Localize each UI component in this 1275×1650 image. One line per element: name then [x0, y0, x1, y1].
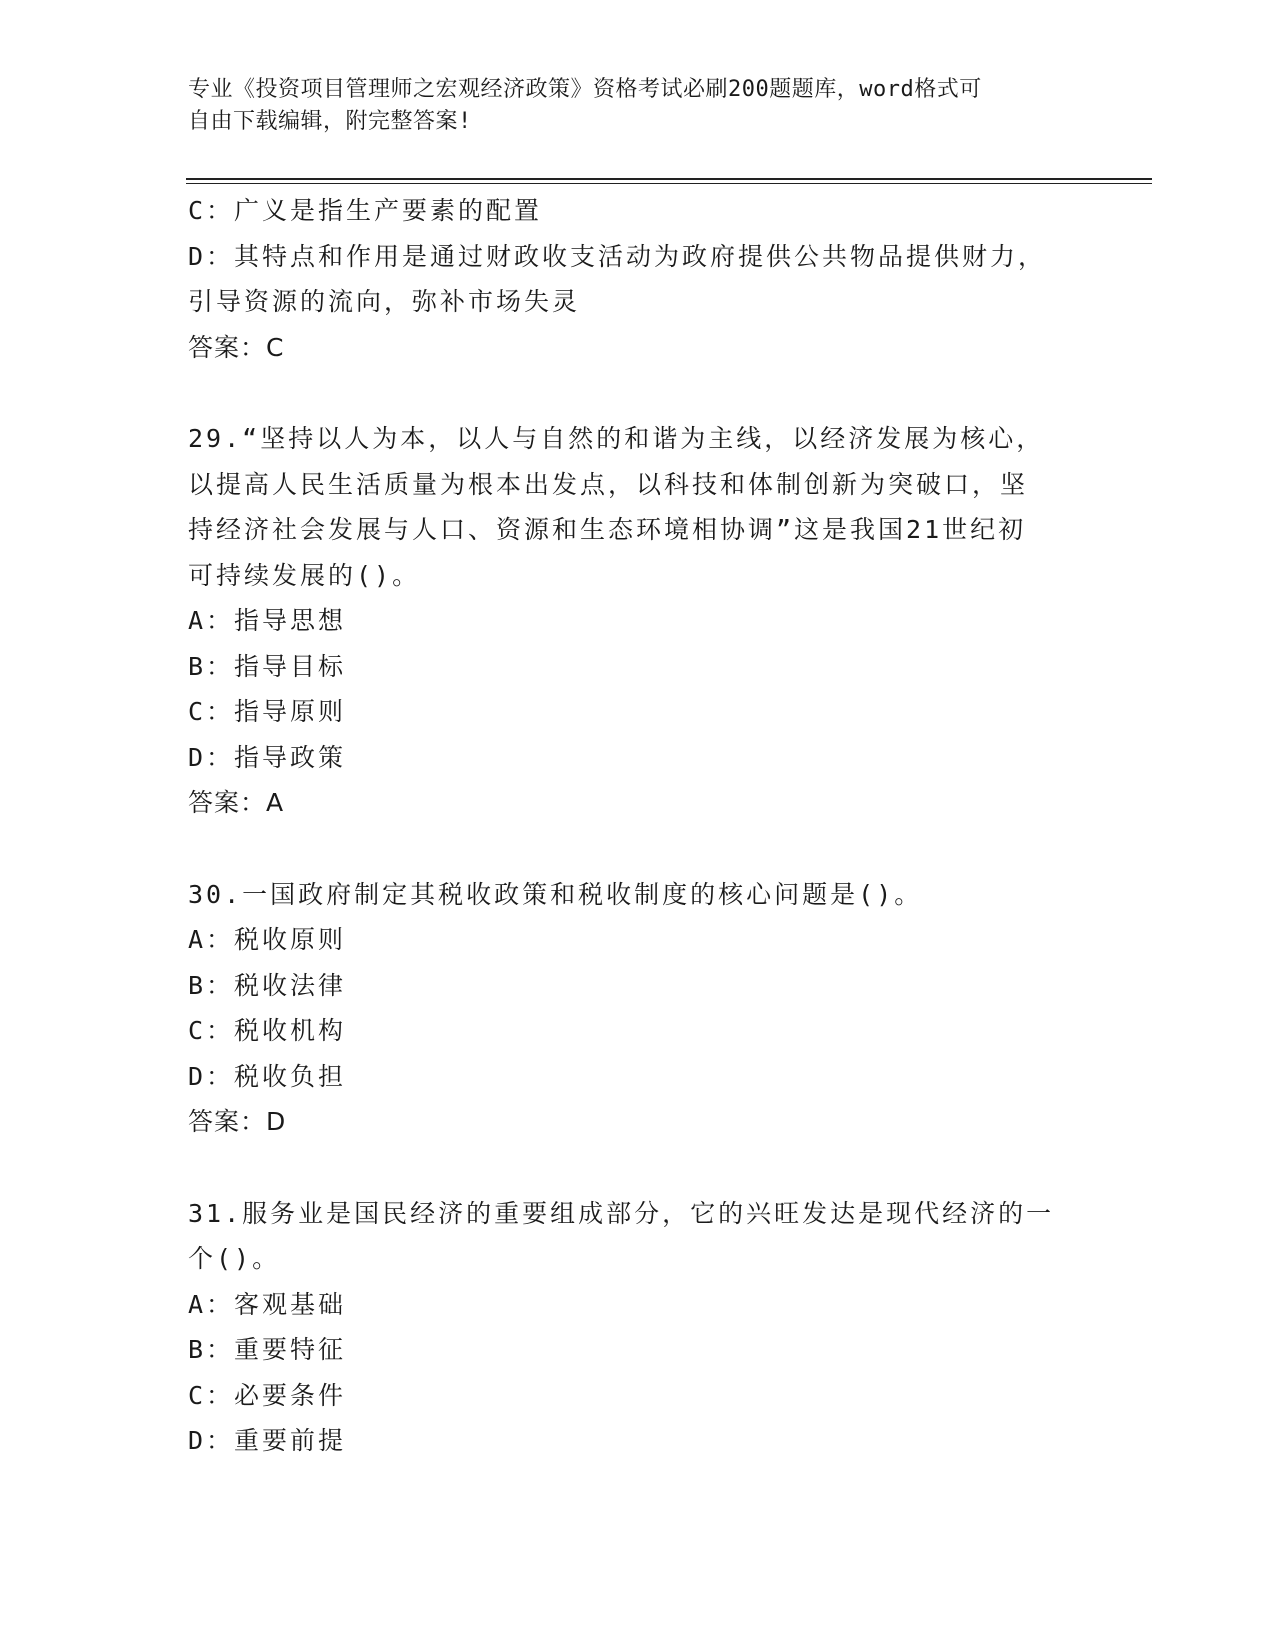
spacer [188, 826, 1068, 872]
option-b: B：重要特征 [188, 1335, 347, 1364]
answer-line: 答案：A [188, 788, 285, 817]
header-rule-thick [186, 178, 1152, 180]
header-line-1: 专业《投资项目管理师之宏观经济政策》资格考试必刷200题题库，word格式可 [188, 77, 982, 102]
question-31 [188, 1191, 1068, 1464]
option-d: D：指导政策 [188, 742, 347, 772]
option-d: D：其特点和作用是通过财政收支活动为政府提供公共物品提供财力， [188, 241, 1047, 271]
question-stem-line: 个()。 [188, 1244, 281, 1273]
document-header [188, 74, 1068, 138]
option-a: A：指导思想 [188, 606, 347, 635]
question-stem-line: 以提高人民生活质量为根本出发点，以科技和体制创新为突破口，坚 [188, 469, 1029, 499]
option-d: D：重要前提 [188, 1426, 347, 1455]
option-c: C：税收机构 [188, 1016, 347, 1045]
option-a: A：税收原则 [188, 925, 347, 954]
question-29 [188, 416, 1068, 826]
option-a: A：客观基础 [188, 1289, 347, 1319]
question-stem-line: 31.服务业是国民经济的重要组成部分，它的兴旺发达是现代经济的一 [188, 1198, 1055, 1228]
prev-question-block [188, 188, 1068, 370]
header-rule-thin [186, 183, 1152, 184]
answer-line: 答案：D [188, 1107, 287, 1136]
question-stem-line: 30.一国政府制定其税收政策和税收制度的核心问题是()。 [188, 879, 923, 909]
option-b: B：指导目标 [188, 651, 347, 681]
answer-line: 答案：C [188, 332, 285, 362]
header-line-2: 自由下载编辑，附完整答案! [188, 109, 472, 134]
document-body [188, 188, 1068, 1464]
option-c: C：指导原则 [188, 697, 347, 726]
question-30 [188, 872, 1068, 1145]
spacer [188, 370, 1068, 416]
option-b: B：税收法律 [188, 970, 347, 1000]
option-d-continued: 引导资源的流向，弥补市场失灵 [188, 287, 581, 316]
question-stem-line: 持经济社会发展与人口、资源和生态环境相协调”这是我国21世纪初 [188, 515, 1027, 544]
question-stem-line: 可持续发展的()。 [188, 560, 421, 590]
option-d: D：税收负担 [188, 1061, 347, 1091]
option-c: C：必要条件 [188, 1380, 347, 1410]
question-stem-line: 29.“坚持以人为本，以人与自然的和谐为主线，以经济发展为核心， [188, 424, 1045, 453]
spacer [188, 1145, 1068, 1191]
option-c: C：广义是指生产要素的配置 [188, 196, 543, 225]
